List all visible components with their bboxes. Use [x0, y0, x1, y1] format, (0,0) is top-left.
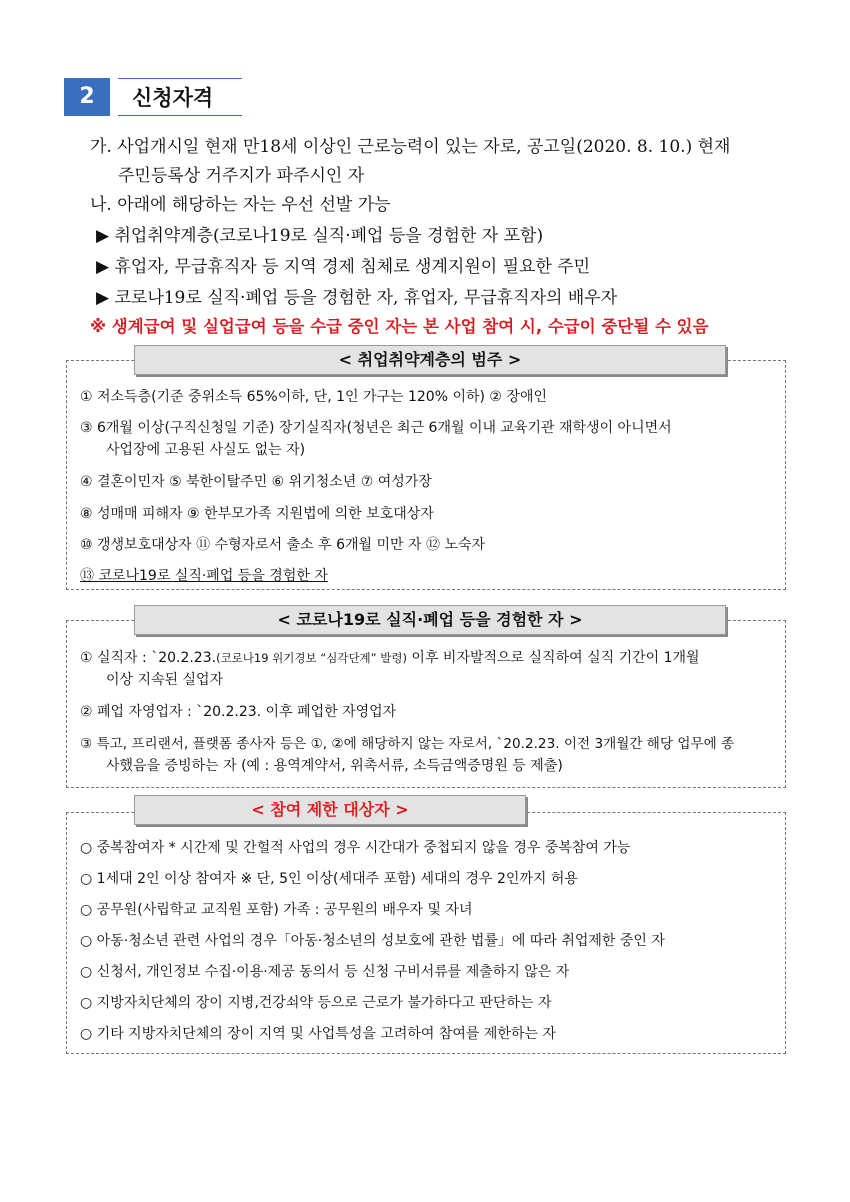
section-number: 2 — [64, 78, 110, 116]
restriction-line: ○ 기타 지방자치단체의 장이 지역 및 사업특성을 고려하여 참여를 제한하는 자 — [80, 1026, 556, 1042]
restriction-line: ○ 신청서, 개인정보 수집·이용·제공 동의서 등 신청 구비서류를 제출하지 않은 자 — [80, 964, 570, 980]
covid-line-1 — [80, 648, 700, 668]
eligibility-ga-line1: 가. 사업개시일 현재 만18세 이상인 근로능력이 있는 자로, 공고일(2020. 8. 10.) 현재 — [90, 137, 731, 157]
eligibility-na-line: 나. 아래에 해당하는 자는 우선 선발 가능 — [90, 195, 391, 215]
covid-unemployed-title: < 코로나19로 실직·폐업 등을 경험한 자 > — [134, 605, 726, 635]
category-line: ④ 결혼이민자 ⑤ 북한이탈주민 ⑥ 위기청소년 ⑦ 여성가장 — [80, 474, 432, 490]
category-line: 사업장에 고용된 사실도 없는 자) — [106, 442, 306, 458]
category-line: ③ 6개월 이상(구직신청일 기준) 장기실직자(청년은 최근 6개월 이내 교육기관 재학생이 아니면서 — [80, 420, 672, 436]
restriction-line: ○ 공무원(사립학교 교직원 포함) 가족 : 공무원의 배우자 및 자녀 — [80, 902, 473, 918]
restriction-line: ○ 아동·청소년 관련 사업의 경우「아동·청소년의 성보호에 관한 법률」에 따라 취업제한 중인 자 — [80, 933, 665, 949]
priority-bullet-1: ▶ 취업취약계층(코로나19로 실직·폐업 등을 경험한 자 포함) — [96, 226, 544, 246]
category-line: ⑩ 갱생보호대상자 ⑪ 수형자로서 출소 후 6개월 미만 자 ⑫ 노숙자 — [80, 537, 486, 553]
category-line: ⑬ 코로나19로 실직·폐업 등을 경험한 자 — [80, 568, 328, 584]
priority-bullet-3: ▶ 코로나19로 실직·폐업 등을 경험한 자, 휴업자, 무급휴직자의 배우자 — [96, 288, 618, 308]
eligibility-ga-line2: 주민등록상 거주지가 파주시인 자 — [118, 166, 365, 186]
restriction-line: ○ 중복참여자 * 시간제 및 간헐적 사업의 경우 시간대가 중첩되지 않을 경우 중복참여 가능 — [80, 840, 631, 856]
covid-line-1-a: ① 실직자 : `20.2.23. — [80, 650, 217, 666]
covid-line-3-cont: 사했음을 증빙하는 자 (예 : 용역계약서, 위촉서류, 소득금액증명원 등 제출) — [106, 758, 563, 774]
priority-bullet-2: ▶ 휴업자, 무급휴직자 등 지역 경제 침체로 생계지원이 필요한 주민 — [96, 257, 591, 277]
covid-line-2: ② 폐업 자영업자 : `20.2.23. 이후 폐업한 자영업자 — [80, 704, 397, 720]
covid-line-1-cont: 이상 지속된 실업자 — [106, 672, 224, 688]
warning-notice: ※ 생계급여 및 실업급여 등을 수급 중인 자는 본 사업 참여 시, 수급이 중단될 수 있음 — [90, 317, 709, 336]
covid-line-3: ③ 특고, 프리랜서, 플랫폼 종사자 등은 ①, ②에 해당하지 않는 자로서, `20.2.23. 이전 3개월간 해당 업무에 종 — [80, 736, 735, 752]
vulnerable-category-title: < 취업취약계층의 범주 > — [134, 345, 726, 375]
restriction-line: ○ 지방자치단체의 장이 지병,건강쇠약 등으로 근로가 불가하다고 판단하는 자 — [80, 995, 552, 1011]
category-line: ① 저소득층(기준 중위소득 65%이하, 단, 1인 가구는 120% 이하) ② 장애인 — [80, 389, 548, 405]
restricted-participants-title: < 참여 제한 대상자 > — [134, 795, 526, 825]
section-title: 신청자격 — [118, 78, 242, 116]
covid-line-1-c: 이후 비자발적으로 실직하여 실직 기간이 1개월 — [406, 650, 700, 666]
covid-line-1-b: (코로나19 위기경보 “심각단계” 발령) — [216, 651, 407, 665]
restriction-line: ○ 1세대 2인 이상 참여자 ※ 단, 5인 이상(세대주 포함) 세대의 경우 2인까지 허용 — [80, 871, 578, 887]
category-line: ⑧ 성매매 피해자 ⑨ 한부모가족 지원법에 의한 보호대상자 — [80, 506, 434, 522]
